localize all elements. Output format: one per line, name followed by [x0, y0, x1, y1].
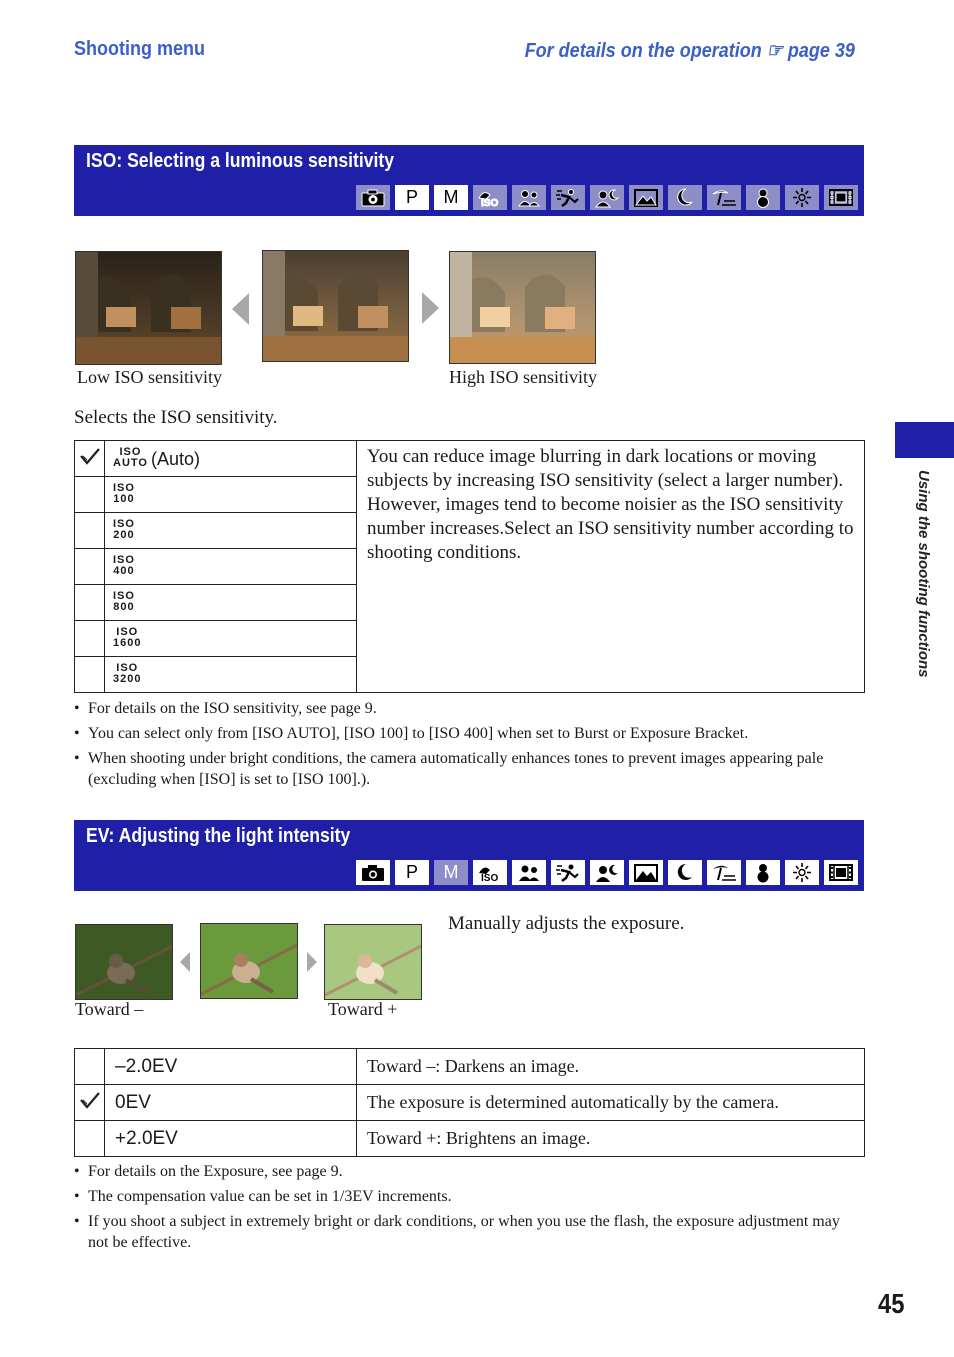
twilight-icon: [668, 860, 702, 885]
iso-value-cell: [105, 549, 357, 585]
check-cell: [75, 1049, 105, 1085]
ev-plus-caption: Toward +: [328, 999, 398, 1019]
ev-plus-photo: [324, 924, 422, 1000]
manual-m-icon: M: [434, 860, 468, 885]
ev-value: –2.0EV: [105, 1049, 357, 1085]
iso-value-icon: ISO 3200: [113, 661, 142, 685]
high-speed-shutter-icon: [551, 185, 585, 210]
high-sensitivity-iso-icon: [473, 185, 507, 210]
note-item: • The compensation value can be set in 1/3EV increments.: [74, 1186, 864, 1207]
iso-value-icon: ISO 1600: [113, 625, 142, 649]
program-p-icon: P: [395, 860, 429, 885]
check-cell: [75, 549, 105, 585]
ev-minus-photo: [75, 924, 173, 1000]
high-speed-shutter-icon: [551, 860, 585, 885]
note-item: • You can select only from [ISO AUTO], [ISO 100] to [ISO 400] when set to Burst or Exposure Bracket.: [74, 723, 864, 744]
landscape-icon: [629, 860, 663, 885]
ev-option-row: [75, 1049, 865, 1085]
iso-value-cell: [105, 441, 357, 477]
program-p-icon: P: [395, 185, 429, 210]
chapter-label: Using the shooting functions: [915, 470, 932, 678]
check-cell: [75, 513, 105, 549]
normal-iso-photo: [262, 250, 409, 362]
arrow-left-icon: [232, 293, 249, 325]
snow-icon: [746, 860, 780, 885]
iso-value-cell: [105, 585, 357, 621]
svg-text:ISO: ISO: [481, 198, 499, 208]
iso-notes-list: [74, 698, 864, 794]
iso-intro-text: Selects the ISO sensitivity.: [74, 407, 278, 428]
ev-intro-text: Manually adjusts the exposure.: [448, 913, 685, 934]
iso-value-cell: [105, 513, 357, 549]
iso-value-icon: ISO 400: [113, 553, 135, 577]
iso-section-title: ISO: Selecting a luminous sensitivity: [86, 150, 395, 172]
ev-minus-caption: Toward –: [75, 999, 144, 1019]
note-item: • For details on the Exposure, see page 9.: [74, 1161, 864, 1182]
low-iso-caption: Low ISO sensitivity: [77, 367, 223, 387]
check-cell: [75, 657, 105, 693]
checkmark-icon: [79, 1090, 101, 1110]
soft-snap-icon: [512, 860, 546, 885]
high-iso-photo: [449, 251, 596, 364]
twilight-portrait-icon: [590, 860, 624, 885]
operation-reference: For details on the operation ☞ page 39: [524, 40, 855, 62]
snow-icon: [746, 185, 780, 210]
iso-value-cell: [105, 657, 357, 693]
section-header: Shooting menu: [74, 38, 205, 60]
check-cell: [75, 1121, 105, 1157]
svg-text:ISO: ISO: [481, 873, 499, 883]
fireworks-icon: [785, 860, 819, 885]
iso-value-icon: ISO 100: [113, 481, 135, 505]
note-item: • When shooting under bright conditions, the camera automatically enhances tones to prevent images appearing pale (excluding when [ISO] is set to [ISO 100].).: [74, 748, 864, 790]
check-cell: [75, 621, 105, 657]
iso-description: You can reduce image blurring in dark locations or moving subjects by increasing ISO sensitivity (select a larger number). However, images tend to become noisier as the ISO sensitivity number increases.Select an ISO sensitivity number according to shooting conditions.: [357, 441, 865, 693]
arrow-right-icon: [307, 952, 317, 972]
ev-value-description: The exposure is determined automatically by the camera.: [357, 1085, 865, 1121]
fireworks-icon: [785, 185, 819, 210]
iso-section-bar: [74, 145, 864, 216]
movie-icon: [824, 860, 858, 885]
ev-value-description: Toward +: Brightens an image.: [357, 1121, 865, 1157]
iso-value-cell: [105, 477, 357, 513]
iso-value-cell: [105, 621, 357, 657]
page-number: 45: [878, 1288, 905, 1319]
beach-icon: [707, 185, 741, 210]
ev-value: 0EV: [105, 1085, 357, 1121]
low-iso-photo: [75, 251, 222, 365]
check-cell: [75, 477, 105, 513]
checkmark-icon: [79, 446, 101, 466]
ev-notes-list: [74, 1161, 864, 1257]
ev-option-row: [75, 1085, 865, 1121]
camera-icon: [356, 185, 390, 210]
ev-mode-icons: [356, 860, 858, 885]
twilight-icon: [668, 185, 702, 210]
iso-value-suffix: (Auto): [150, 448, 200, 469]
manual-m-icon: M: [434, 185, 468, 210]
ev-option-row: [75, 1121, 865, 1157]
high-iso-caption: High ISO sensitivity: [449, 367, 598, 387]
iso-options-table: [74, 440, 865, 693]
note-item: • If you shoot a subject in extremely bright or dark conditions, or when you use the flash, the exposure adjustment may not be effective.: [74, 1211, 864, 1253]
iso-value-icon: ISO 800: [113, 589, 135, 613]
ev-section-bar: [74, 820, 864, 891]
soft-snap-icon: [512, 185, 546, 210]
landscape-icon: [629, 185, 663, 210]
high-sensitivity-iso-icon: [473, 860, 507, 885]
iso-option-row: [75, 441, 865, 477]
twilight-portrait-icon: [590, 185, 624, 210]
beach-icon: [707, 860, 741, 885]
iso-value-icon: ISO 200: [113, 517, 135, 541]
chapter-tab: [895, 422, 954, 458]
check-cell: [75, 585, 105, 621]
camera-icon: [356, 860, 390, 885]
check-cell: [75, 441, 105, 477]
ev-value: +2.0EV: [105, 1121, 357, 1157]
iso-mode-icons: [356, 185, 858, 210]
arrow-left-icon: [180, 952, 190, 972]
ev-options-table: [74, 1048, 865, 1157]
movie-icon: [824, 185, 858, 210]
arrow-right-icon: [422, 292, 439, 324]
check-cell: [75, 1085, 105, 1121]
ev-normal-photo: [200, 923, 298, 999]
ev-section-title: EV: Adjusting the light intensity: [86, 825, 351, 847]
iso-value-icon: ISO AUTO: [113, 445, 148, 469]
ev-value-description: Toward –: Darkens an image.: [357, 1049, 865, 1085]
note-item: • For details on the ISO sensitivity, see page 9.: [74, 698, 864, 719]
